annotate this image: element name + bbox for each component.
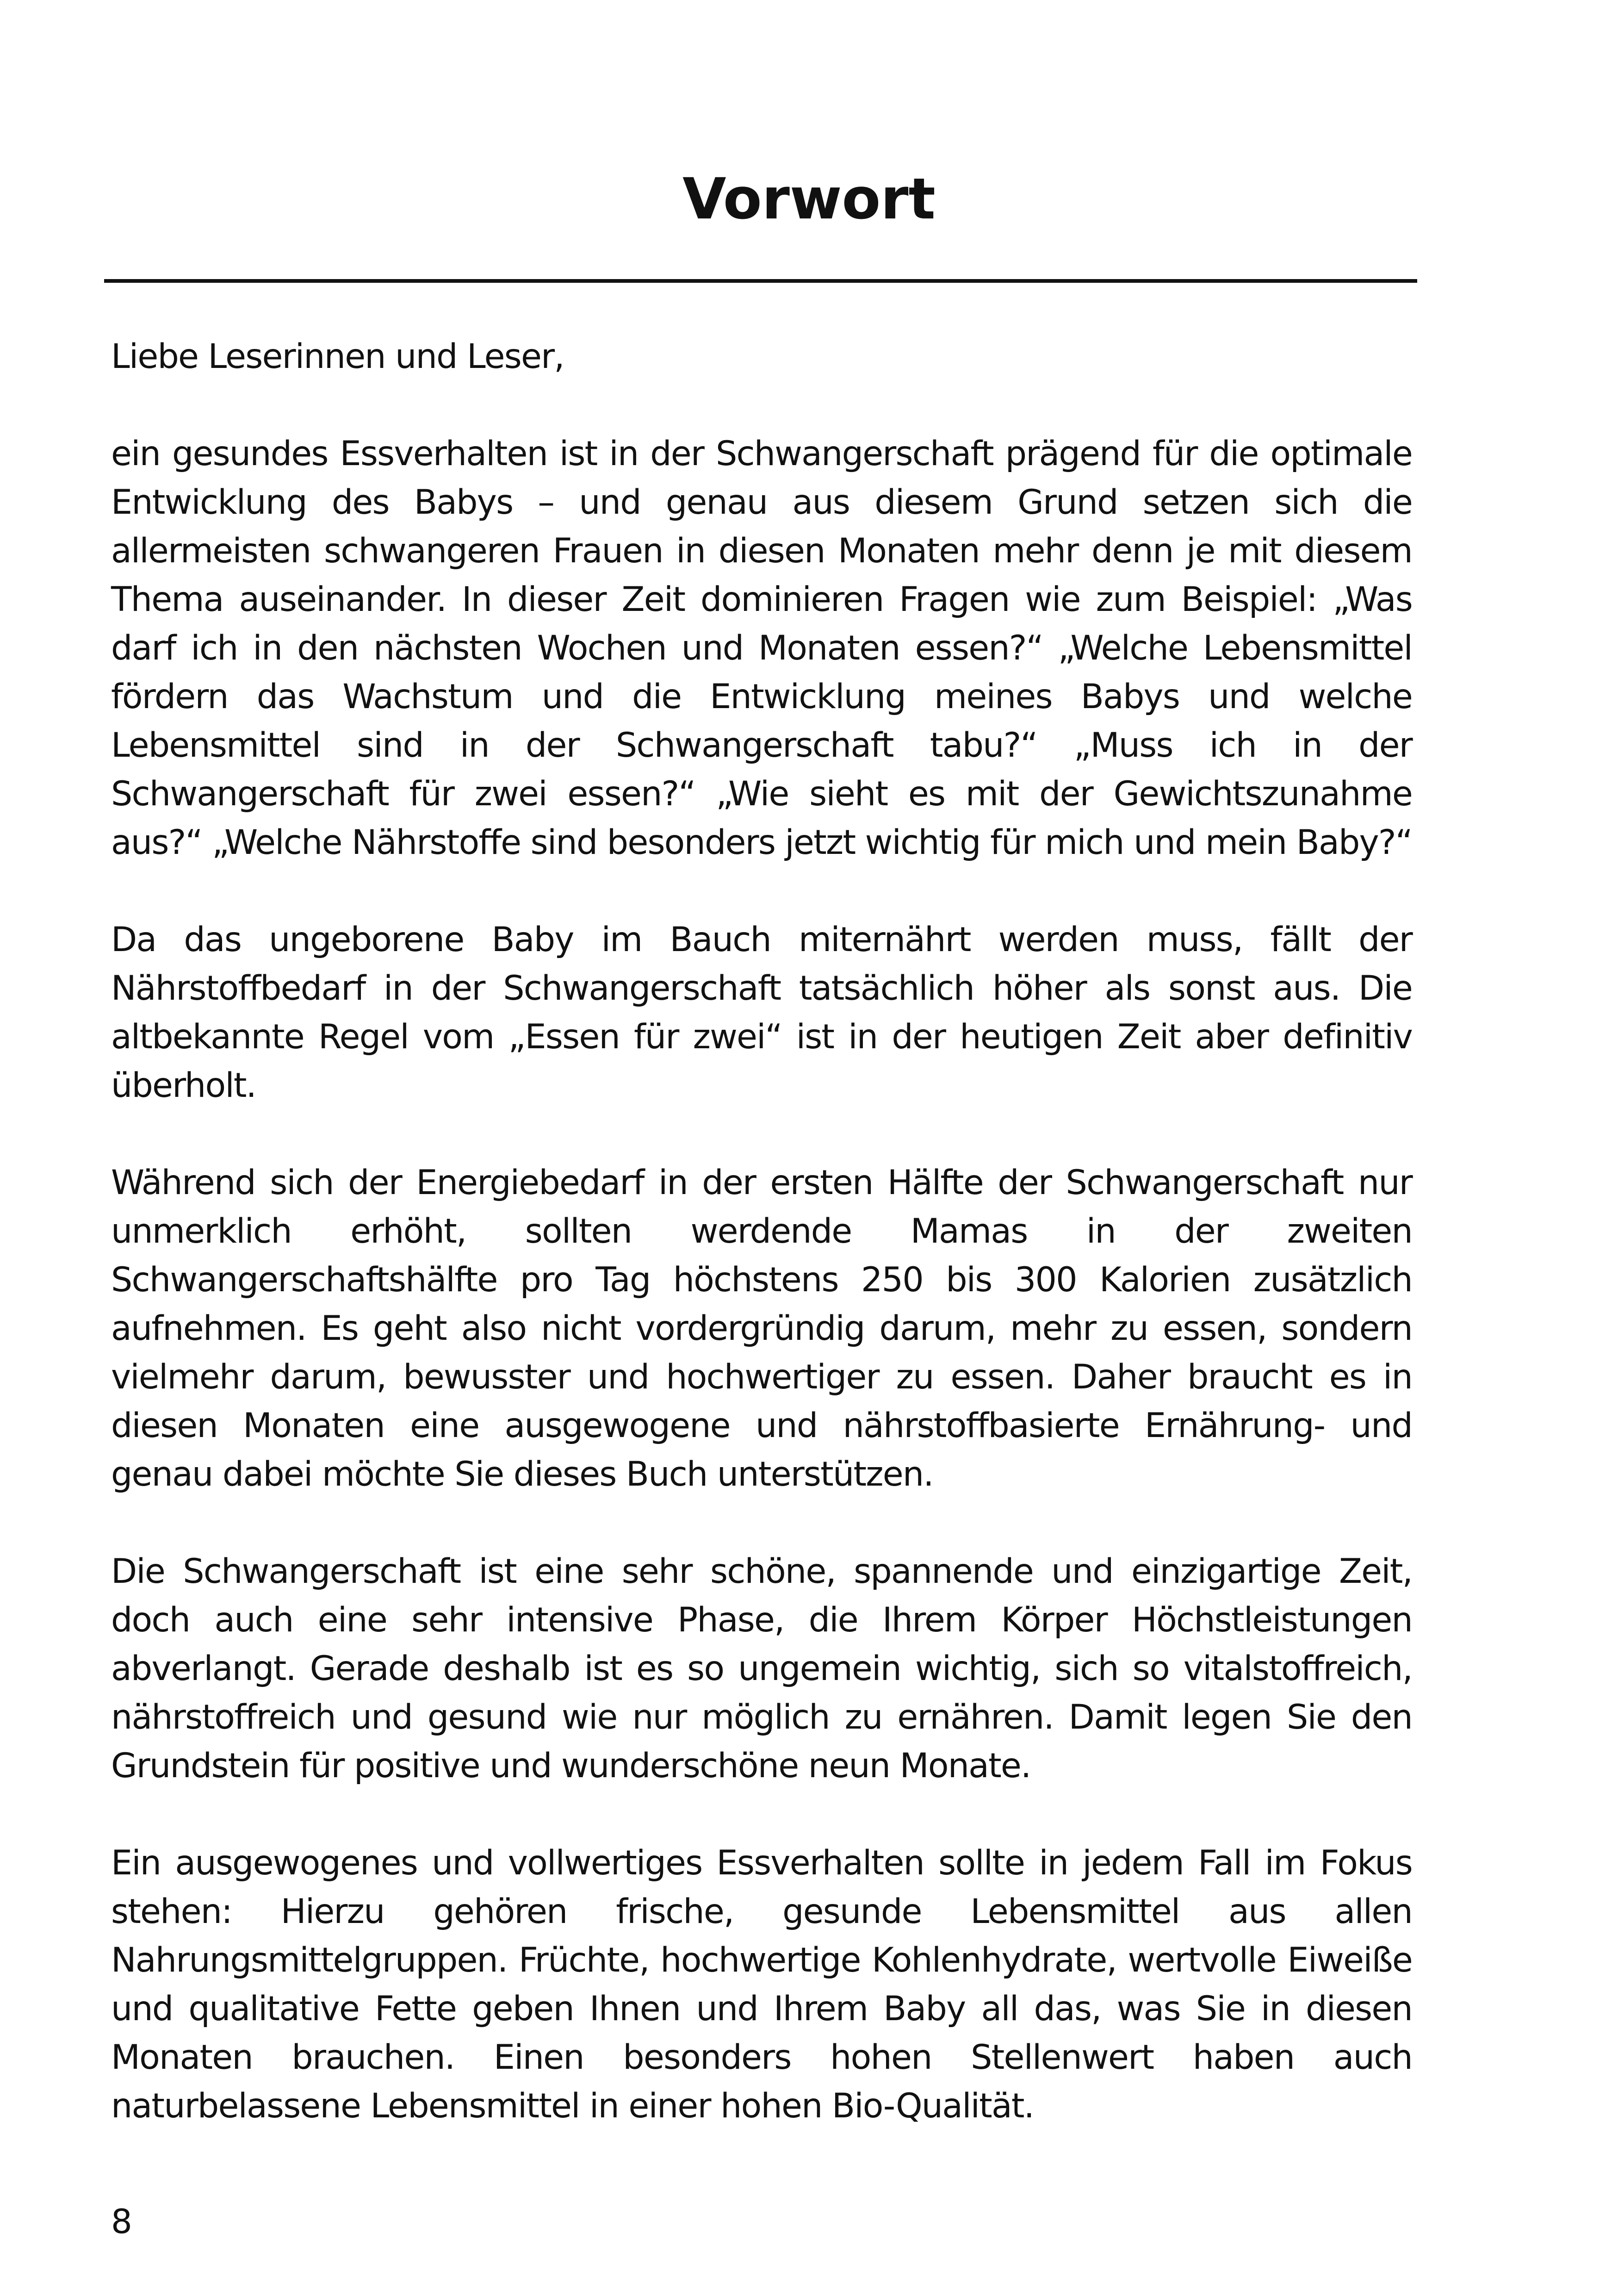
- title-divider: [104, 279, 1417, 283]
- greeting: Liebe Leserinnen und Leser,: [111, 337, 564, 376]
- paragraph-4: Die Schwangerschaft ist eine sehr schöne, spannende und einzigartige Zeit, doch auch eine sehr intensive Phase, die Ihrem Körper Höchstleistungen abverlangt. Gerade deshalb ist es so ungemein wichtig, sich so vitalstoffreich, nährstoffreich und gesund wie nur möglich zu ernähren. Damit legen Sie den Grundstein für positive und wunderschöne neun Monate.: [111, 1552, 1412, 1786]
- paragraph-3: Während sich der Energiebedarf in der ersten Hälfte der Schwangerschaft nur unmerklich erhöht, sollten werdende Mamas in der zweiten Schwangerschaftshälfte pro Tag höchstens 250 bis 300 Kalorien zusätzlich aufnehmen. Es geht also nicht vordergründig darum, mehr zu essen, sondern vielmehr darum, bewusster und hochwertiger zu essen. Daher braucht es in diesen Monaten eine ausgewogene und nährstoffbasierte Ernährung- und genau dabei möchte Sie dieses Buch unterstützen.: [111, 1163, 1412, 1494]
- page-title: Vorwort: [682, 166, 936, 232]
- body-text: [111, 332, 1412, 2179]
- paragraph-2: Da das ungeborene Baby im Bauch miternährt werden muss, fällt der Nährstoffbedarf in der Schwangerschaft tatsächlich höher als sonst aus. Die altbekannte Regel vom „Essen für zwei“ ist in der heutigen Zeit aber definitiv überholt.: [111, 920, 1412, 1105]
- paragraph-1: ein gesundes Essverhalten ist in der Schwangerschaft prägend für die optimale Entwicklung des Babys – und genau aus diesem Grund setzen sich die allermeisten schwangeren Frauen in diesen Monaten mehr denn je mit diesem Thema auseinander. In dieser Zeit dominieren Fragen wie zum Beispiel: „Was darf ich in den nächsten Wochen und Monaten essen?“ „Welche Lebensmittel fördern das Wachstum und die Entwicklung meines Babys und welche Lebensmittel sind in der Schwangerschaft tabu?“ „Muss ich in der Schwangerschaft für zwei essen?“ „Wie sieht es mit der Gewichtszunahme aus?“ „Welche Nährstoffe sind besonders jetzt wichtig für mich und mein Baby?“: [111, 434, 1412, 862]
- paragraph-5: Ein ausgewogenes und vollwertiges Essverhalten sollte in jedem Fall im Fokus stehen: Hierzu gehören frische, gesunde Lebensmittel aus allen Nahrungsmittelgruppen. Früchte, hochwertige Kohlenhydrate, wertvolle Eiweiße und qualitative Fette geben Ihnen und Ihrem Baby all das, was Sie in diesen Monaten brauchen. Einen besonders hohen Stellenwert haben auch naturbelassene Lebensmittel in einer hohen Bio-Qualität.: [111, 1843, 1412, 2126]
- page-number: 8: [111, 2202, 132, 2241]
